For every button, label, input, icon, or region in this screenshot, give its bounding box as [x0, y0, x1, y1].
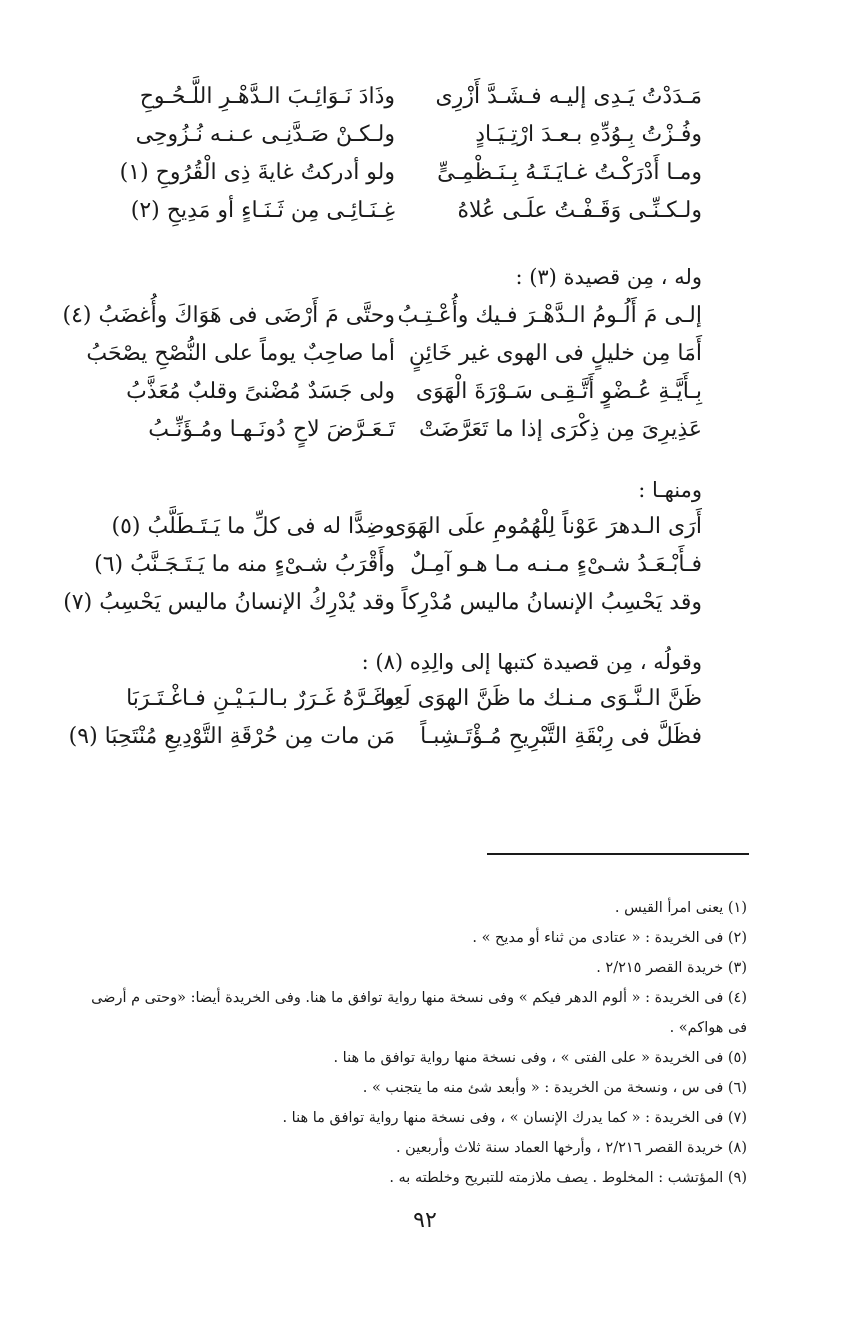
verse-first-hemistich: بِـأَيَّـةِ عُـضْوٍ أَتَّـقِـى سَـوْرَةَ الْهَوَى [415, 379, 702, 404]
poem-block-2 [0, 297, 855, 449]
footnote: (٥) فى الخريدة « على الفتى » ، وفى نسخة منها رواية توافق ما هنا . [333, 1050, 747, 1066]
footnote: (٦) فى س ، ونسخة من الخريدة : « وأبعد شئ منه ما يتجنب » . [362, 1080, 747, 1096]
verse-line [0, 411, 855, 449]
verse-line [0, 78, 855, 116]
verse-second-hemistich: تَـعَـرَّضَ لاحٍ دُونَـهـا ومُـؤَنِّـبُ [148, 417, 395, 442]
poem-block-3 [0, 508, 855, 622]
verse-first-hemistich: أَرَى الـدهرَ عَوْناً لِلْهُمُومِ علَى الهَوَى [389, 514, 702, 539]
footnote: (٨) خريدة القصر ٢/٢١٦ ، وأرخها العماد سنة ثلاث وأربعين . [395, 1140, 747, 1156]
verse-first-hemistich: فـأَبْـعَـدُ شـىْءٍ مـنـه مـا هـو آمِـلٌ [410, 552, 702, 577]
footnote: (٧) فى الخريدة : « كما يدرك الإنسان » ، وفى نسخة منها رواية توافق ما هنا . [282, 1110, 747, 1126]
verse-line [0, 335, 855, 373]
verse-line [0, 297, 855, 335]
verse-first-hemistich: عَذِيرِىَ مِن ذِكْرَى إذا ما تَعَرَّضَتْ [419, 417, 702, 442]
verse-second-hemistich: مَن مات مِن حُرْقَةِ التَّوْدِيعِ مُنْتَحِبَا (٩) [68, 724, 395, 749]
verse-second-hemistich: وذَادَ نَـوَائِـبَ الـدَّهْـرِ اللَّـحُـوحِ [139, 84, 395, 109]
page-number: ٩٢ [413, 1208, 437, 1233]
verse-first-hemistich: وقد يَحْسِبُ الإنسانُ ماليس مُدْرِكاً [401, 590, 702, 615]
section-heading: وقولُه ، مِن قصيدة كتبها إلى والِدِه (٨) : [361, 650, 702, 674]
verse-second-hemistich: ولى جَسَدٌ مُضْنىً وقلبٌ مُعَذَّبُ [126, 379, 395, 404]
verse-first-hemistich: فظَلَّ فى رِبْقَةِ التَّبْرِيحِ مُـؤْتَـشِبـاً [420, 724, 702, 749]
verse-line [0, 192, 855, 230]
verse-second-hemistich: وأَقْرَبُ شـىْءٍ منه ما يَـتَـجَـنَّبُ (٦) [94, 552, 395, 577]
verse-line [0, 718, 855, 756]
verse-second-hemistich: ولو أدركتُ غايةَ ذِى الْقُرُوحِ (١) [119, 160, 395, 185]
footnote: (٢) فى الخريدة : « عتادى من ثناء أو مديح » . [472, 930, 747, 946]
footnote: (٣) خريدة القصر ٢/٢١٥ . [596, 960, 747, 976]
footnote-separator [487, 853, 749, 855]
verse-line [0, 546, 855, 584]
verse-second-hemistich: غِـنَـائِـى مِن ثَـنَـاءٍ أو مَدِيحِ (٢) [130, 198, 395, 223]
poem-block-4 [0, 680, 855, 756]
verse-line [0, 373, 855, 411]
verse-first-hemistich: ظَنَّ الـنَّـوَى مـنـك ما ظَنَّ الهوَى لَعِبا [380, 686, 702, 711]
section-heading: وله ، مِن قصيدة (٣) : [515, 265, 702, 289]
footnote: (٤) فى الخريدة : « ألوم الدهر فيكم » وفى نسخة منها رواية توافق ما هنا. وفى الخريدة أيضا: «وحتى م أرضى فى هواكم» . [91, 990, 747, 1036]
footnote: (٩) المؤتشب : المخلوط . يصف ملازمته للتبريح وخلطته به . [389, 1170, 747, 1186]
section-heading: ومنهـا : [638, 478, 702, 502]
verse-second-hemistich: ولـكـنْ صَـدَّنِـى عـنـه نُـزُوحِى [135, 122, 395, 147]
verse-line [0, 116, 855, 154]
verse-first-hemistich: ولـكـنِّـى وَقَـفْـتُ علَـى عُلاهُ [457, 198, 702, 223]
verse-second-hemistich: وضِدًّا له فى كلِّ ما يَـتَـطَلَّبُ (٥) [111, 514, 395, 539]
verse-second-hemistich: أما صاحِبٌ يوماً على النُّصْحِ يصْحَبُ [86, 341, 395, 366]
verse-line [0, 154, 855, 192]
verse-first-hemistich: مَـدَدْتُ يَـدِى إليـه فـشَـدَّ أَزْرِى [435, 84, 702, 109]
verse-line [0, 680, 855, 718]
footnotes [87, 893, 747, 1193]
verse-first-hemistich: إلـى مَ أَلُـومُ الـدَّهْـرَ فـيك وأُعْـتِـبُ [397, 303, 702, 328]
verse-line [0, 584, 855, 622]
verse-first-hemistich: ومـا أَدْرَكْـتُ غـايَـتَـهُ بِـنَـظْمِـىٍّ [437, 160, 702, 185]
verse-first-hemistich: وفُـزْتُ بِـوُدِّهِ بـعـدَ ارْتِـيَـادٍ [475, 122, 702, 147]
verse-line [0, 508, 855, 546]
verse-second-hemistich: وقد يُدْرِكُ الإنسانُ ماليس يَحْسِبُ (٧) [63, 590, 395, 615]
verse-second-hemistich: وحتَّى مَ أَرْضَى فى هَوَاكَ وأُغضَبُ (٤) [62, 303, 395, 328]
verse-first-hemistich: أَمَا مِن خليلٍ فى الهوى غير خَائِنٍ [408, 341, 702, 366]
footnote: (١) يعنى امرأ القيس . [614, 900, 747, 916]
poem-block-1 [0, 78, 855, 230]
verse-second-hemistich: وغَـرَّهُ غَـرَرٌ بـالـبَـيْـنِ فـاغْـتَـرَبَا [126, 686, 395, 711]
